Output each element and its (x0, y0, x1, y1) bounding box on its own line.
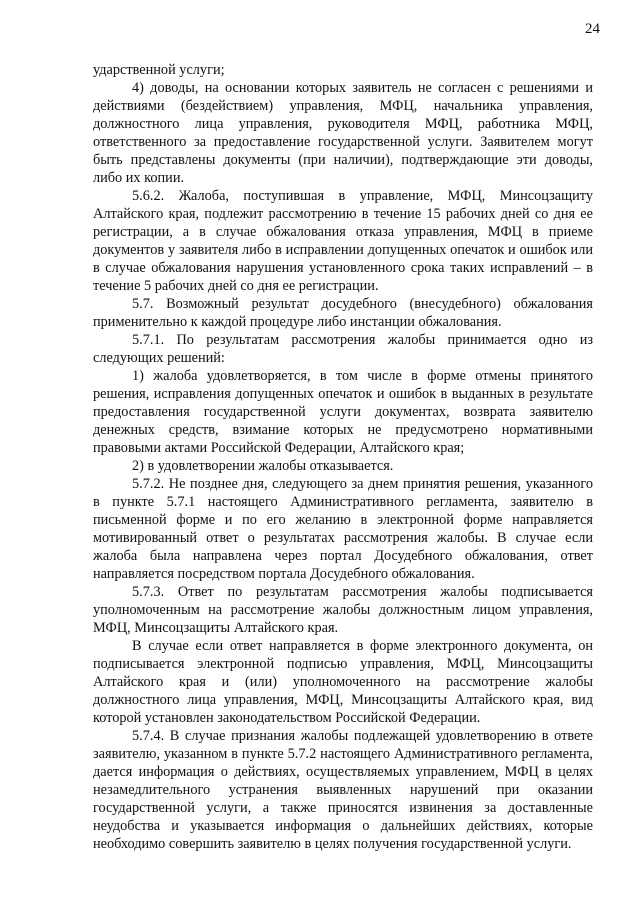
paragraph-5-7-3: 5.7.3. Ответ по результатам рассмотрения жалобы подписывается уполномоченным на рассмотрение жалобы должностным лицом управления, МФЦ, Минсоцзащиты Алтайского края. (93, 584, 593, 636)
paragraph-decision-2: 2) в удовлетворении жалобы отказывается. (132, 458, 394, 474)
document-body (93, 61, 593, 853)
paragraph-5-7-2: 5.7.2. Не позднее дня, следующего за днем принятия решения, указанного в пункте 5.7.1 настоящего Административного регламента, заявителю в письменной форме и по его желанию в электронной форме направляется мотивированный ответ о результатах рассмотрения жалобы. В случае если жалоба была направлена через портал Досудебного обжалования, ответ направляется посредством портала Досудебного обжалования. (93, 476, 593, 582)
paragraph-decision-1: 1) жалоба удовлетворяется, в том числе в форме отмены принятого решения, исправления допущенных опечаток и ошибок в выданных в результате предоставления государственной услуги документах, возврата заявителю денежных средств, взимание которых не предусмотрено нормативными правовыми актами Российской Федерации, Алтайского края; (93, 368, 593, 456)
paragraph-5-7-4: 5.7.4. В случае признания жалобы подлежащей удовлетворению в ответе заявителю, указанном в пункте 5.7.2 настоящего Административного регламента, дается информация о действиях, осуществляемых управлением, МФЦ в целях незамедлительного устранения выявленных нарушений при оказании государственной услуги, а также приносятся извинения за доставленные неудобства и указывается информация о дальнейших действиях, которые необходимо совершить заявителю в целях получения государственной услуги. (93, 728, 593, 852)
paragraph-continuation: ударственной услуги; (93, 62, 225, 78)
paragraph-5-7-1: 5.7.1. По результатам рассмотрения жалобы принимается одно из следующих решений: (93, 332, 593, 366)
paragraph-5-6-2: 5.6.2. Жалоба, поступившая в управление, МФЦ, Минсоцзащиту Алтайского края, подлежит рассмотрению в течение 15 рабочих дней со дня ее регистрации, а в случае обжалования отказа управления, МФЦ в приеме документов у заявителя либо в исправлении допущенных опечаток и ошибок или в случае обжалования нарушения установленного срока таких исправлений – в течение 5 рабочих дней со дня ее регистрации. (93, 188, 593, 294)
page-number: 24 (585, 21, 600, 37)
paragraph-5-7: 5.7. Возможный результат досудебного (внесудебного) обжалования применительно к каждой процедуре либо инстанции обжалования. (93, 296, 593, 330)
paragraph-item-4-arguments: 4) доводы, на основании которых заявитель не согласен с решениями и действиями (бездействием) управления, МФЦ, начальника управления, должностного лица управления, руководителя МФЦ, работника МФЦ, ответственного за предоставление государственной услуги. Заявителем могут быть представлены документы (при наличии), подтверждающие эти доводы, либо их копии. (93, 80, 593, 186)
paragraph-electronic-signature: В случае если ответ направляется в форме электронного документа, он подписывается электронной подписью управления, МФЦ, Минсоцзащиты Алтайского края и (или) уполномоченного на рассмотрение жалобы должностного лица управления, МФЦ, Минсоцзащиты Алтайского края, вид которой установлен законодательством Российской Федерации. (93, 638, 593, 726)
